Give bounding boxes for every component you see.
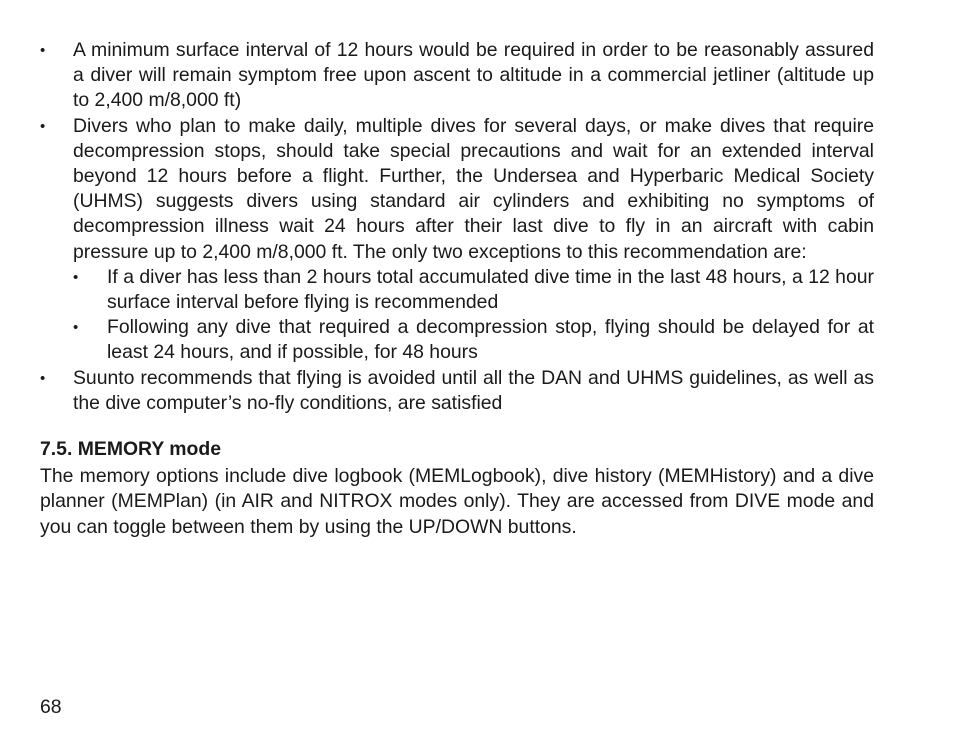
bullet-text: A minimum surface interval of 12 hours would be required in order to be reasonably assured a diver will remain symptom free upon ascent to altitude in a commercial jetliner (altitude up to 2,400 m/8,000 ft) bbox=[73, 39, 874, 112]
bullet-list bbox=[40, 38, 874, 416]
sub-bullet-item bbox=[73, 315, 874, 365]
sub-bullet-item bbox=[73, 265, 874, 315]
bullet-item bbox=[40, 38, 874, 114]
sub-bullet-text: Following any dive that required a decompression stop, flying should be delayed for at least 24 hours, and if possible, for 48 hours bbox=[107, 316, 874, 364]
section-paragraph: The memory options include dive logbook (MEMLogbook), dive history (MEMHistory) and a dive planner (MEMPlan) (in AIR and NITROX modes only). They are accessed from DIVE mode and you can toggle between them by using the UP/DOWN buttons. bbox=[40, 465, 874, 538]
bullet-text: Divers who plan to make daily, multiple dives for several days, or make dives that require decompression stops, should take special precautions and wait for an extended interval beyond 12 hours before a flight. Further, the Undersea and Hyperbaric Medical Society (UHMS) suggests divers using standard air cylinders and exhibiting no symptoms of decompression illness wait 24 hours after their last dive to fly in an aircraft with cabin pressure up to 2,400 m/8,000 ft. The only two exceptions to this recommendation are: bbox=[73, 114, 874, 263]
document-page bbox=[40, 38, 874, 540]
section-heading: 7.5. MEMORY mode bbox=[40, 438, 222, 461]
page-number: 68 bbox=[40, 696, 62, 718]
bullet-item bbox=[40, 366, 874, 416]
bullet-text: Suunto recommends that flying is avoided until all the DAN and UHMS guidelines, as well as the dive computer’s no-fly conditions, are satisfied bbox=[73, 366, 874, 414]
sub-bullet-text: If a diver has less than 2 hours total accumulated dive time in the last 48 hours, a 12 hour surface interval before flying is recommended bbox=[107, 265, 874, 314]
bullet-item bbox=[40, 114, 874, 366]
sub-bullet-list bbox=[73, 265, 874, 366]
